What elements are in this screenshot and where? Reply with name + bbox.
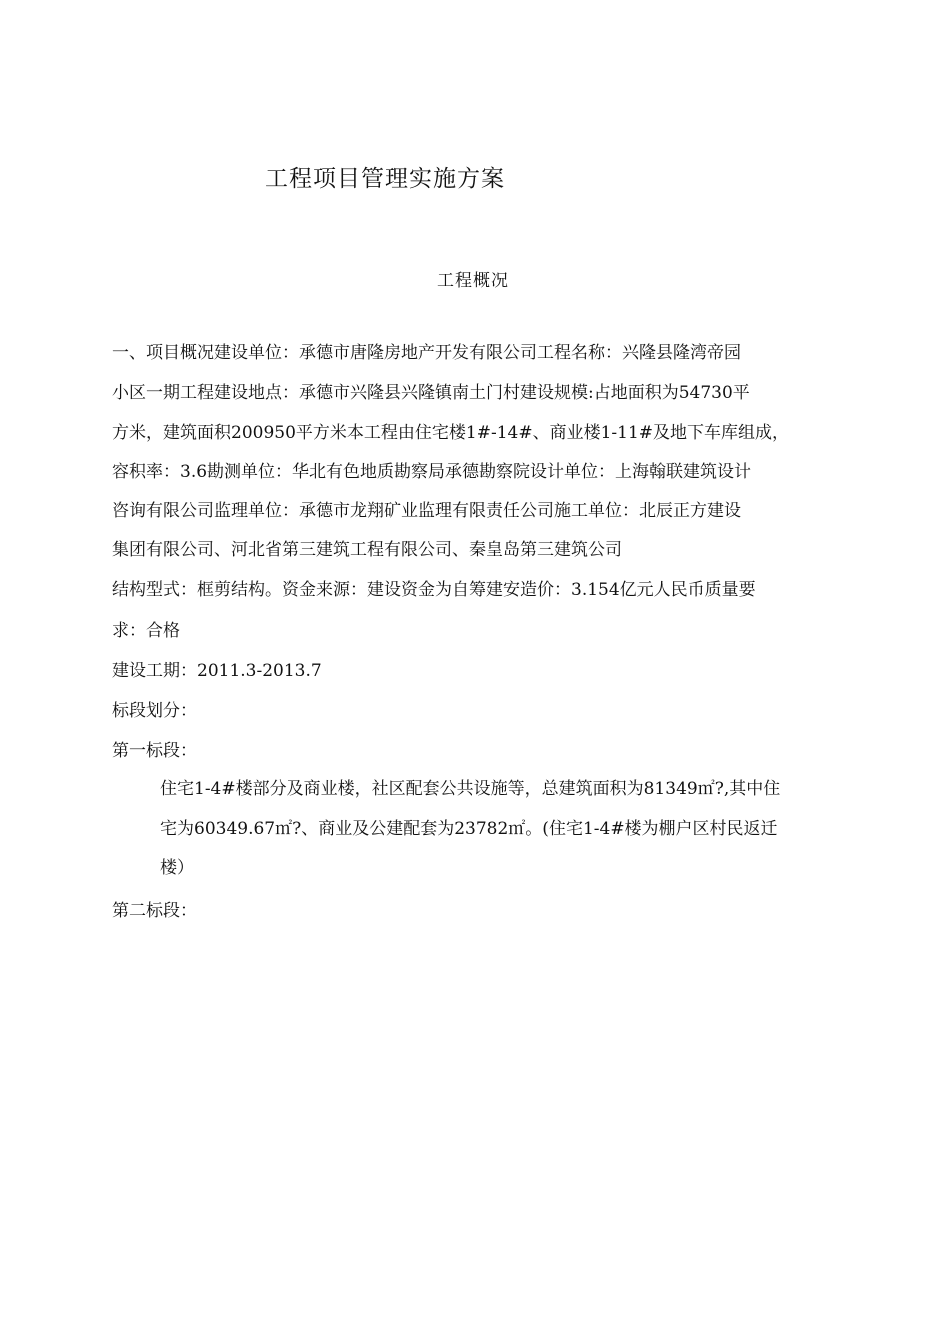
overview-line: 小区一期工程建设地点：承德市兴隆县兴隆镇南土门村建设规模:占地面积为54730平 bbox=[112, 383, 750, 403]
overview-line: 方米，建筑面积200950平方米本工程由住宅楼1#-14#、商业楼1-11#及地下车库组成， bbox=[112, 423, 790, 443]
overview-line: 集团有限公司、河北省第三建筑工程有限公司、秦皇岛第三建筑公司 bbox=[112, 540, 622, 560]
section-2-label: 第二标段： bbox=[112, 901, 197, 921]
structure-line: 求：合格 bbox=[112, 621, 180, 641]
section-1-line: 宅为60349.67㎡?、商业及公建配套为23782㎡。(住宅1-4#楼为棚户区村民返迁 bbox=[160, 819, 778, 839]
document-title: 工程项目管理实施方案 bbox=[265, 166, 505, 192]
overview-line: 一、项目概况建设单位：承德市唐隆房地产开发有限公司工程名称：兴隆县隆湾帝园 bbox=[112, 343, 741, 363]
structure-line: 结构型式：框剪结构。资金来源：建设资金为自筹建安造价：3.154亿元人民币质量要 bbox=[112, 580, 756, 600]
section-1-line: 楼） bbox=[160, 858, 194, 878]
bid-division-label: 标段划分： bbox=[112, 701, 197, 721]
section-title: 工程概况 bbox=[437, 271, 509, 291]
construction-period: 建设工期：2011.3-2013.7 bbox=[112, 661, 322, 681]
section-1-label: 第一标段： bbox=[112, 741, 197, 761]
section-1-line: 住宅1-4#楼部分及商业楼，社区配套公共设施等，总建筑面积为81349㎡?,其中住 bbox=[160, 779, 781, 799]
overview-line: 咨询有限公司监理单位：承德市龙翔矿业监理有限责任公司施工单位：北辰正方建设 bbox=[112, 501, 741, 521]
overview-line: 容积率：3.6勘测单位：华北有色地质勘察局承德勘察院设计单位：上海翰联建筑设计 bbox=[112, 462, 752, 482]
